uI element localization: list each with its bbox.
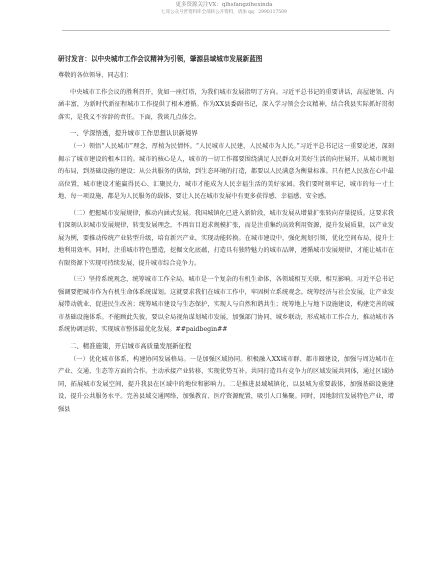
intro-paragraph: 中央城市工作会议的胜利召开，犹如一座灯塔，为我们城市发展指明了方向。习近平总书记的重要讲话，高屋建瓴、内涵丰富，为新时代新征程城市工作提供了根本遵循。作为XX县委副书记，深入学习领会会议精神，结合我县实际抓好贯彻落实，是我义不容辞的责任。下面，我谈几点体会。 [58,88,394,121]
section-heading-1: 一、学深悟透，提升城市工作思想认识新境界 [70,129,198,137]
document-body [58,52,394,416]
paragraph-3: （三）坚持系统观念，统筹城市工作全局。城市是一个复杂的有机生命体，各领域相互关联、相互影响。习近平总书记强调要把城市作为有机生命体系统谋划。这就要求我们在城市工作中，牢固树立系统观念。统筹经济与社会发展，让产业发展带动就业、促进民生改善；统筹城市建设与生态保护，实现人与自然和谐共生；统筹地上与地下设施建设，构建完善的城市基础设施体系。不能顾此失彼，要以全局视角谋划城市发展，加强部门协同、城乡联动，形成城市工作合力，推动城市各系统协调运转，实现城市整体最优化发展。##paidbegin## [58,276,394,333]
paragraph-4: （一）优化城市体系，构建协同发展格局。一是加强区域协同。积极融入XX城市群、都市圈建设，加强与周边城市在产业、交通、生态等方面的合作。主动承接产业转移，实现优势互补。共同打造具有竞争力的区域发展共同体，通过区域协同，拓展城市发展空间，提升我县在区域中的地位和影响力。二是推进县域城镇化，以县城为重要载体，加强基础设施建设，提升公共服务水平。完善县域交通网络，加强教育、医疗资源配置，吸引人口集聚。同时，因地制宜发展特色产业，增强县 [58,355,394,413]
page-header [0,0,448,30]
header-divider [62,30,390,31]
header-contact-line: 七哥公众号匠资料库全部转公开资料，请加 qq：2990117509 [161,10,287,15]
header-resource-line: 更多资源关注VX：qlhsfangzihexinda [175,2,273,8]
paragraph-1: （一）领悟“人民城市”理念，厚植为民情怀。“人民城市人民建，人民城市为人民。”习近平总书记这一重要论述，深刻揭示了城市建设的根本目的。城市的核心是人，城市的一切工作都要围绕满足人民群众对美好生活的向往展开。从城市规划的布局，到基础设施的建设；从公共服务的供给，到生态环境的打造，都要以人民满意为衡量标准。只有把人民放在心中最高位置，城市建设才能赢得民心、汇聚民力，城市才能成为人民幸福生活的美好家园。我们要时刻牢记，城市的每一寸土地、每一项设施，都是为人民服务的载体，要让人民在城市发展中有更多获得感、幸福感、安全感。 [58,143,394,200]
paragraph-2: （二）把握城市发展规律，推动内涵式发展。我国城镇化已进入新阶段，城市发展从增量扩张转向存量提质。这要求我们深刻认识城市发展规律，转变发展理念，不再盲目追求规模扩张，而是注重集约高效利用资源，提升发展质量，以产业发展为例，要推动传统产业转型升级，培育新兴产业，实现动能转换。在城市建设中，强化规划引领，优化空间布局，提升土地利用效率。同时，注重城市特色塑造，挖掘文化底蕴，打造具有独特魅力的城市品牌，遵循城市发展规律，才能让城市在有限资源下实现可持续发展，提升城市综合竞争力。 [58,209,394,267]
section-heading-2: 二、精准施策，开启城市高质量发展新征程 [70,341,192,350]
greeting: 尊敬的各位领导、同志们： [58,72,133,79]
document-title: 研讨发言：以中央城市工作会议精神为引领，肇源县域城市发展新蓝图 [58,55,263,63]
